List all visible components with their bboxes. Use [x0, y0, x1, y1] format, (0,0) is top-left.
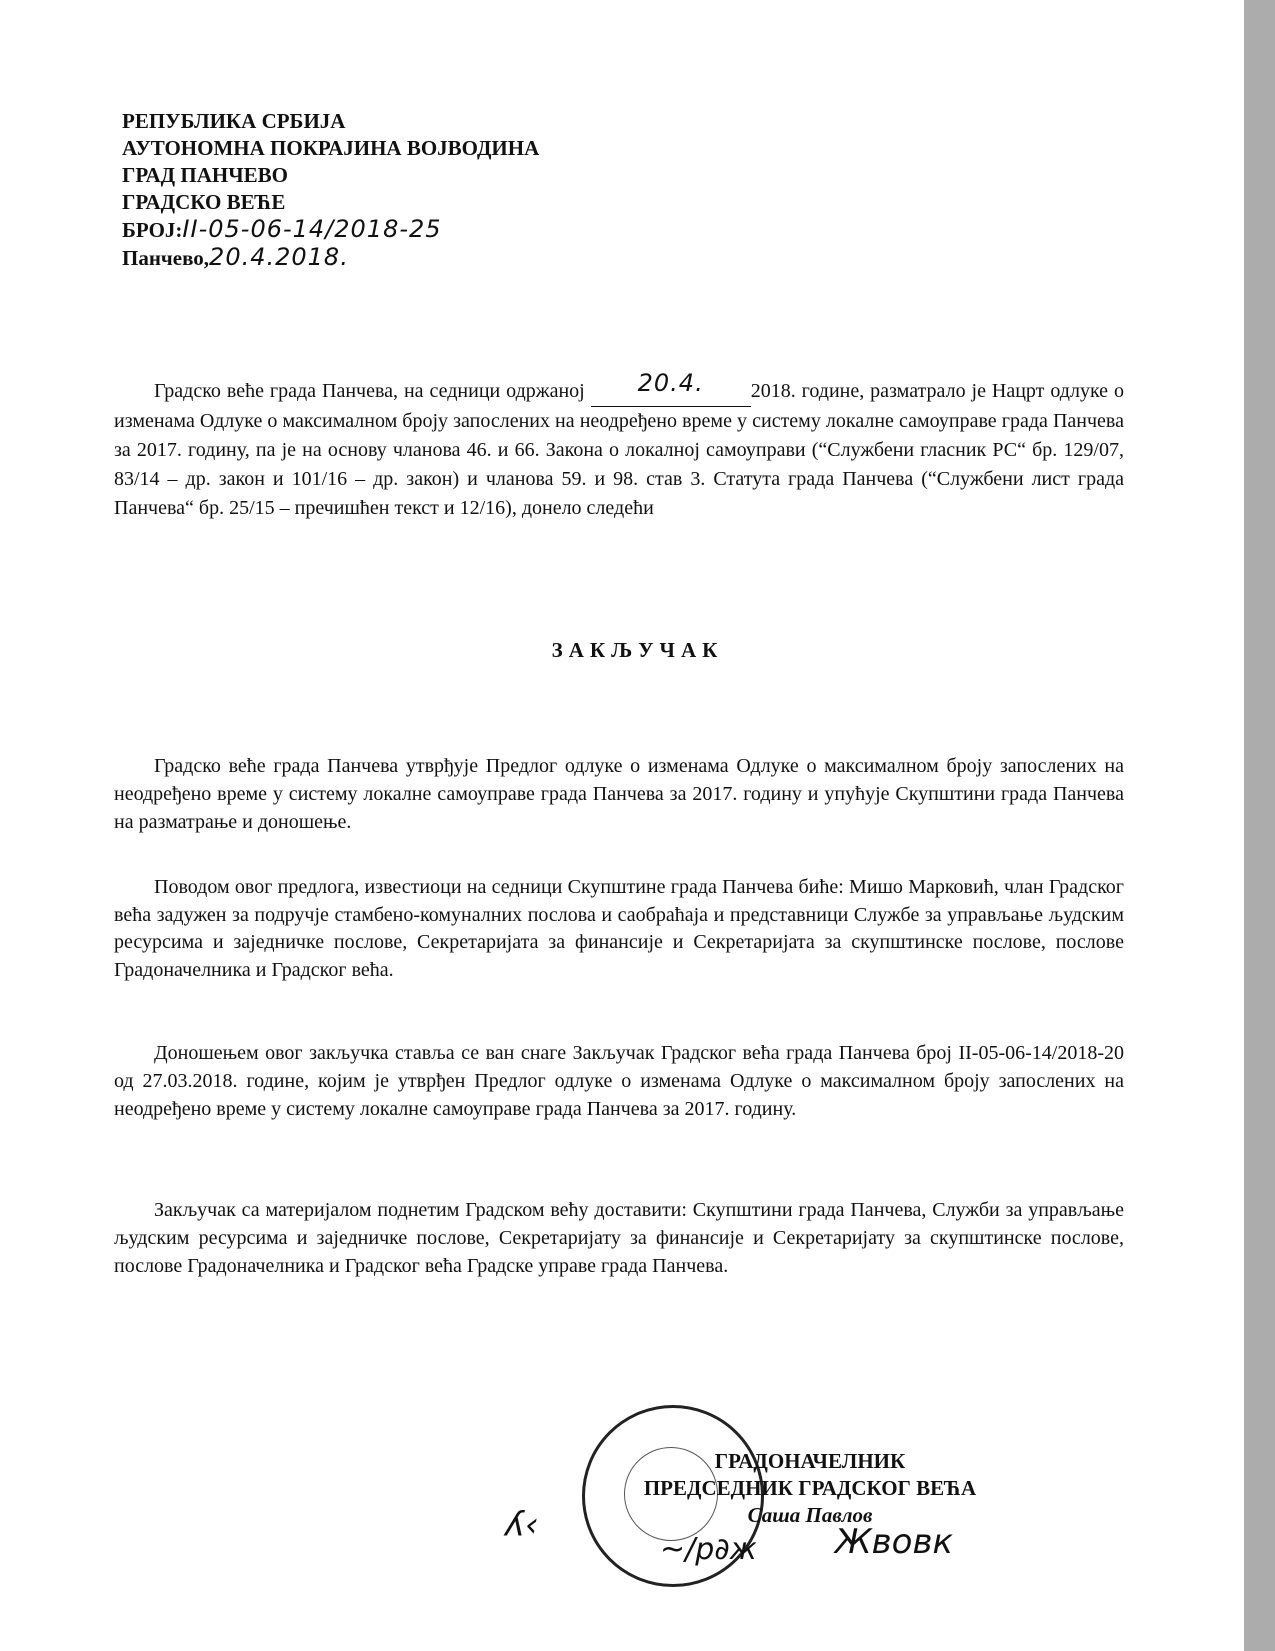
session-date-field: 20.4. — [591, 375, 751, 407]
document-place-date: Панчево,20.4.2018. — [122, 243, 349, 271]
header-republic: РЕПУБЛИКА СРБИЈА — [122, 109, 346, 133]
intro-paragraph: Градско веће града Панчева, на седници одржаној 20.4. 2018. године, разматрало је Нацрт одлуке о изменама Одлуке о максималном броју запослених на неодређено време у систему локалне самоуправе града Панчева за 2017. годину, па је на основу чланова 46. и 66. Закона о локалној самоуправи (“Службени гласник РС“ бр. 129/07, 83/14 – др. закон и 101/16 – др. закон) и чланова 59. и 98. став 3. Статута града Панчева (“Службени лист града Панчева“ бр. 25/15 – пречишћен текст и 12/16), донело следећи — [114, 369, 1124, 519]
document-date-handwritten: 20.4.2018. — [209, 243, 349, 271]
header-city: ГРАД ПАНЧЕВО — [122, 163, 288, 187]
scan-margin-strip — [1244, 0, 1275, 1651]
paragraph-1: Градско веће града Панчева утврђује Предлог одлуке о изменама Одлуке о максималном броју запослених на неодређено време у систему локалне самоуправе града Панчева за 2017. годину и упућује Скупштини града Панчева на разматрање и доношење. — [114, 755, 1124, 833]
signature-block — [600, 1448, 1020, 1529]
paragraph-4: Закључак са материјалом поднетим Градском већу доставити: Скупштини града Панчева, Служби за управљање људским ресурсима и заједничке послове, Секретаријату за финансије и Секретаријату за скупштинске послове, послове Градоначелника и Градског већа Градске управе града Панчева. — [114, 1199, 1124, 1277]
document-header — [122, 108, 539, 272]
signature-name: Саша Павлов — [747, 1503, 873, 1527]
header-council: ГРАДСКО ВЕЋЕ — [122, 190, 286, 214]
initials-mark: ʎ‹ — [505, 1505, 539, 1545]
handwritten-signature-1: ~/р∂ж — [660, 1532, 757, 1567]
document-number: БРОЈ:II-05-06-14/2018-25 — [122, 215, 442, 243]
document-number-handwritten: II-05-06-14/2018-25 — [182, 215, 442, 243]
handwritten-signature-2: Жвовк — [835, 1522, 954, 1562]
signature-title-mayor: ГРАДОНАЧЕЛНИК — [714, 1449, 906, 1473]
paragraph-3: Доношењем овог закључка ставља се ван снаге Закључак Градског већа града Панчева број II-05-06-14/2018-20 од 27.03.2018. године, којим је утврђен Предлог одлуке о изменама Одлуке о максималном броју запослених на неодређено време у систему локалне самоуправе града Панчева за 2017. годину. — [114, 1042, 1124, 1120]
paragraph-2: Поводом овог предлога, известиоци на седници Скупштине града Панчева биће: Мишо Марковић, члан Градског већа задужен за подручје стамбено-комуналних послова и саобраћаја и представници Службе за управљање људским ресурсима и заједничке послове, Секретаријата за финансије и Секретаријата за скупштинске послове, послове Градоначелника и Градског већа. — [114, 876, 1124, 981]
signature-title-president: ПРЕДСЕДНИК ГРАДСКОГ ВЕЋА — [643, 1476, 977, 1500]
document-title: ЗАКЉУЧАК — [551, 638, 724, 662]
header-province: АУТОНОМНА ПОКРАЈИНА ВОЈВОДИНА — [122, 136, 540, 160]
